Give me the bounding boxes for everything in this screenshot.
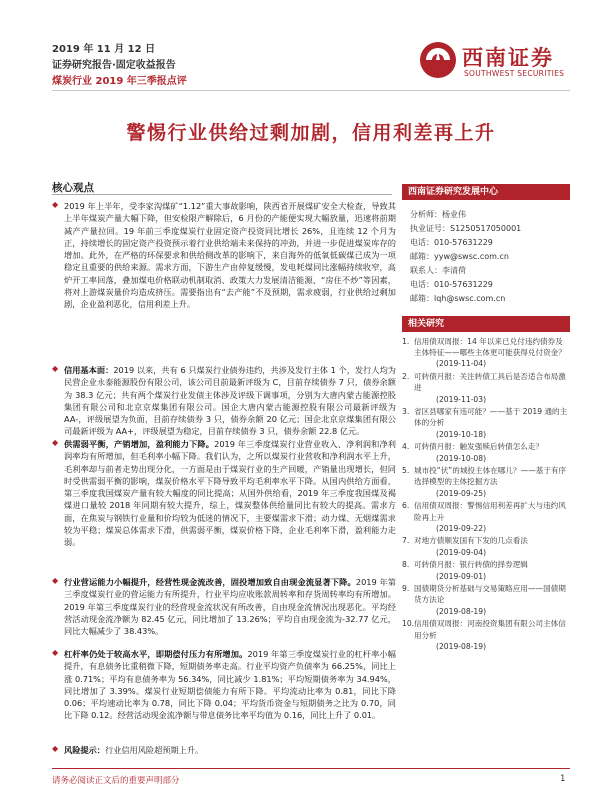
core-point-text: 2019 以来，共有 6 只煤炭行业债券违约，共涉及发行主体 1 个，发行人均为民营企业永泰能源股份有限公司，该公司目前最新评级为 C，目前存续债券 7 只，债券余额为 38.3 亿元；共有两个煤炭行业发债主体涉及评级下调事项，分别为大唐内蒙古能源控股集团有限公司和北京京煤集团有限公司。国企大唐内蒙古能源控股有限公司最新评级为 AA-，评级展望为负面，目前存续债券 3 只，债券余额 20 亿元；国企北京京煤集团有限公司最新评级为 AA+，评级展望为稳定，目前存续债券 3 只，债券余额 22.8 亿元。 <box>64 365 396 437</box>
core-point-6 <box>52 744 396 756</box>
core-point-lead: 信用基本面： <box>64 365 114 375</box>
bullet-icon: ◆ <box>52 200 59 209</box>
core-point-text: 2019 年第三季度煤炭行业的杠杆率小幅提升，有息债务比重稍微下降，短期债务率走高。行业平均资产负债率为 66.25%，同比上涨 0.71%；平均有息债务率为 56.34%，同比减少 1.81%；平均短期债务率为 34.94%，同比增加了 3.39%。煤炭行业短期偿债能力有所下降。平均流动比率为 0.81，同比下降 0.06；平均速动比率为 0.78，同比下降 0.04；平均货币资金与短期债务之比为 0.70，同比下降 0.12。经营活动现金流净额与带息债务比率平均值为 0.16，同比上升了 0.01。 <box>64 649 396 721</box>
cert-number: S1250517050001 <box>450 224 522 233</box>
analyst-name: 杨业伟 <box>442 210 466 219</box>
analyst-tel: 010-57631229 <box>434 238 493 247</box>
core-point-5 <box>52 648 396 722</box>
core-point-2 <box>52 364 396 438</box>
contact-name: 李清荷 <box>442 266 466 275</box>
related-item[interactable]: 8. 可转债月报：银行转债的择券逻辑 (2019-09-01) <box>402 560 528 581</box>
core-point-lead: 供需弱平衡，产销增加，盈利能力下降。 <box>64 439 215 449</box>
core-point-4 <box>52 576 396 637</box>
bullet-icon: ◆ <box>52 438 59 447</box>
related-item[interactable]: 7. 对地方债顺发国有下发的几点看法 (2019-09-04) <box>402 536 528 557</box>
related-research-heading: 相关研究 <box>402 316 570 332</box>
related-item[interactable]: 3. 省区县哪家有违可能？——基于 2019 通的主体的分析 (2019-10-18) <box>402 407 568 439</box>
related-item[interactable]: 6. 信用债双周报：警惕信用利差再扩大与违约风险再上升 (2019-09-22) <box>402 501 566 533</box>
report-subtitle: 煤炭行业 2019 年三季报点评 <box>52 76 187 87</box>
page-number: 1 <box>560 774 566 784</box>
core-point-lead: 行业营运能力小幅提升，经营性现金流改善，固投增加致自由现金流显著下降。 <box>64 577 356 587</box>
cert-label: 执业证号： <box>410 224 450 233</box>
footer-divider <box>52 768 570 769</box>
related-research-list <box>402 336 570 653</box>
core-point-text: 2019 年第三季度煤炭行业的营运能力有所提升，行业平均应收账款周转率和存货周转率均有所增加。2019 年第三季度煤炭行业的经营现金流状况有所改善，自由现金流情况出现恶化。平均经营活动现金流净额为 82.45 亿元，同比增加了 13.26%；平均自由现金流为-32.77 亿元，同比大幅减少了 38.43%。 <box>64 577 396 637</box>
core-point-1 <box>52 200 396 311</box>
contact-label: 联系人： <box>410 266 442 275</box>
core-point-text: 2019 年三季度煤炭行业营业收入、净利润和净利润率均有所增加，但毛利率小幅下降。我们认为，之所以煤炭行业营收和净利润水平上升，毛利率却与前者走势出现分化，一方面是由于煤炭行业的生产回暖，产销量出现增长，但同时受供需弱平衡的影响，煤炭价格水平下降导致平均毛利率水平下降。从国内供给方面看，第三季度我国煤炭产量有较大幅度的同比提高；从国外供给看，2019 年三季度我国煤及褐煤进口量较 2018 年同期有较大提升，综上，煤炭整体供给量同比有较大的提高。需求方面，在焦炭与钢铁行业量和价均较为低迷的情况下，主要煤需求下滑；动力煤、无烟煤需求较为平稳；煤炭总体需求下滑，供需弱平衡，煤炭价格下降，企业毛利率下滑，盈利能力走弱。 <box>64 439 396 548</box>
contact-email[interactable]: lqh@swsc.com.cn <box>434 294 506 303</box>
tel-label: 电话： <box>410 280 434 289</box>
tel-label: 电话： <box>410 238 434 247</box>
report-type: 证券研究报告·固定收益报告 <box>52 60 176 71</box>
analyst-info <box>410 208 570 306</box>
mail-label: 邮箱： <box>410 252 434 261</box>
bullet-icon: ◆ <box>52 744 59 753</box>
core-point-text: 2019 年上半年，受李家沟煤矿“1.12”重大事故影响，陕西省开展煤矿安全大检查，导致其上半年煤炭产量大幅下降，但安检限产解除后，6 月份的产能便实现大幅放量，迅速将前期减产产量拉回。19 年前三季度煤炭行业固定资产投资同比增长 26%，且连续 12 个月为正，持续增长的固定资产投资预示着行业供给端未来保持的冲劲，并进一步促进煤炭库存的增加。此外，在严格的环保要求和供给侧改革的影响下，来自海外的低氧低碳煤已成为一项稳定且重要的供给来源。需求方面，下游生产由停复缓慢，发电耗煤同比涨幅持续收窄，高炉开工率回落，叠加煤电价格联动机制取消、政策大力发展清洁能源、“房住不炒”等因素，将对上游煤炭量价均造成挤压。需要指出有“去产能”不及预期，需求疲弱，行业供给过剩加剧，企业盈利恶化，信用利差上升。 <box>64 201 396 310</box>
logo-english-name: SOUTHWEST SECURITIES <box>464 69 565 78</box>
related-item[interactable]: 10. 信用债双周报：河南投资集团有限公司主体信用分析 (2019-08-19) <box>402 619 566 651</box>
related-item[interactable]: 5. 城市投“伏”的城投主体在哪儿？——基于有序选择模型的主体挖掘方法 (2019-09-25) <box>402 466 567 498</box>
footer-disclaimer: 请务必阅读正文后的重要声明部分 <box>52 776 180 786</box>
analyst-label: 分析师： <box>410 210 442 219</box>
logo-emblem-icon <box>418 40 458 80</box>
core-point-text: 行业信用风险超预期上升。 <box>104 745 204 755</box>
core-point-lead: 风险提示： <box>64 745 105 755</box>
bullet-icon: ◆ <box>52 648 59 657</box>
logo-name: 西南证券 <box>462 46 554 70</box>
page-title: 警惕行业供给过剩加剧，信用利差再上升 <box>126 122 496 144</box>
related-item[interactable]: 9. 国债期货分析基础与交易策略应用——国债期货方法论 (2019-08-19) <box>402 584 566 616</box>
core-point-lead: 杠杆率仍处于较高水平，即期偿付压力有所增加。 <box>64 649 248 659</box>
core-heading: 核心观点 <box>52 182 94 194</box>
core-divider <box>52 194 392 195</box>
related-item[interactable]: 2. 可转债月报：关注转债工具后是否适合布局激进 (2019-11-03) <box>402 372 566 404</box>
report-date: 2019 年 11 月 12 日 <box>52 44 156 55</box>
mail-label: 邮箱： <box>410 294 434 303</box>
analyst-email[interactable]: yyw@swsc.com.cn <box>434 252 509 261</box>
bullet-icon: ◆ <box>52 576 59 585</box>
bullet-icon: ◆ <box>52 364 59 373</box>
header-divider <box>52 90 570 91</box>
contact-tel: 010-57631229 <box>434 280 493 289</box>
company-logo <box>418 40 568 84</box>
research-team-heading: 西南证券研究发展中心 <box>402 184 570 200</box>
core-point-3 <box>52 438 396 549</box>
related-item[interactable]: 1. 信用债双周报：14 年以来已兑付违约债券及主体特征——哪些主体更可能获得兑付资金？ (2019-11-04) <box>402 337 566 369</box>
related-item[interactable]: 4. 可转债月报：触发强赎后转债怎么走？ (2019-10-08) <box>402 442 544 463</box>
